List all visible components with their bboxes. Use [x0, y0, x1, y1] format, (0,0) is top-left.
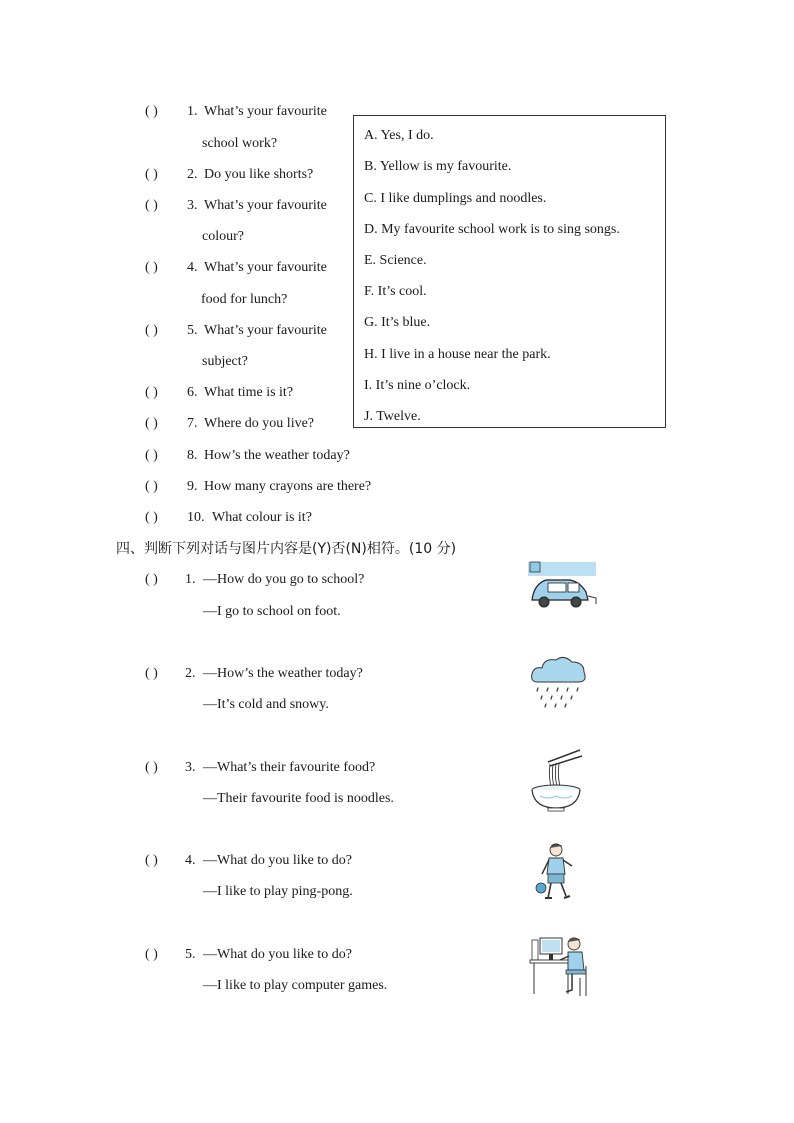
option-h: H. I live in a house near the park. [364, 347, 551, 362]
item-number: 2. [185, 666, 196, 681]
dialogue-question: —How’s the weather today? [203, 666, 363, 681]
answer-paren[interactable]: ( ) [145, 260, 158, 275]
question-number: 5. [187, 323, 198, 338]
question-text: Do you like shorts? [204, 167, 314, 182]
rain-cloud-icon [528, 654, 588, 710]
option-f: F. It’s cool. [364, 284, 427, 299]
answer-paren[interactable]: ( ) [145, 853, 158, 868]
question-number: 7. [187, 416, 198, 431]
car-icon [526, 560, 598, 612]
question-number: 4. [187, 260, 198, 275]
dialogue-answer: —Their favourite food is noodles. [203, 791, 394, 806]
option-e: E. Science. [364, 253, 427, 268]
dialogue-answer: —I like to play computer games. [203, 978, 388, 993]
question-number: 9. [187, 479, 198, 494]
question-text: What colour is it? [212, 510, 312, 525]
item-number: 1. [185, 572, 196, 587]
answer-paren[interactable]: ( ) [145, 416, 158, 431]
question-number: 10. [187, 510, 205, 525]
option-a: A. Yes, I do. [364, 128, 434, 143]
question-text-cont: food for lunch? [201, 292, 288, 307]
option-g: G. It’s blue. [364, 315, 431, 330]
question-number: 8. [187, 448, 198, 463]
question-number: 1. [187, 104, 198, 119]
answer-paren[interactable]: ( ) [145, 167, 158, 182]
question-text-cont: subject? [202, 354, 248, 369]
question-text: How’s the weather today? [204, 448, 350, 463]
answer-paren[interactable]: ( ) [145, 104, 158, 119]
question-text: What time is it? [204, 385, 294, 400]
answer-paren[interactable]: ( ) [145, 448, 158, 463]
answer-paren[interactable]: ( ) [145, 572, 158, 587]
item-number: 3. [185, 760, 196, 775]
answer-paren[interactable]: ( ) [145, 323, 158, 338]
option-d: D. My favourite school work is to sing songs. [364, 222, 620, 237]
dialogue-question: —What do you like to do? [203, 853, 352, 868]
question-text: What’s your favourite [204, 198, 327, 213]
answer-paren[interactable]: ( ) [145, 947, 158, 962]
item-number: 5. [185, 947, 196, 962]
dialogue-question: —How do you go to school? [203, 572, 365, 587]
item-number: 4. [185, 853, 196, 868]
dialogue-question: —What do you like to do? [203, 947, 352, 962]
answer-paren[interactable]: ( ) [145, 510, 158, 525]
answer-paren[interactable]: ( ) [145, 760, 158, 775]
dialogue-answer: —I like to play ping-pong. [203, 884, 353, 899]
question-text: What’s your favourite [204, 104, 327, 119]
question-text: How many crayons are there? [204, 479, 372, 494]
option-j: J. Twelve. [364, 409, 421, 424]
options-box [353, 115, 666, 428]
answer-paren[interactable]: ( ) [145, 666, 158, 681]
noodles-icon [528, 748, 586, 814]
answer-paren[interactable]: ( ) [145, 198, 158, 213]
basketball-boy-icon [532, 840, 578, 908]
question-text-cont: colour? [202, 229, 244, 244]
section-4-title: 四、判断下列对话与图片内容是(Y)否(N)相符。(10 分) [116, 541, 457, 557]
question-number: 6. [187, 385, 198, 400]
answer-paren[interactable]: ( ) [145, 479, 158, 494]
option-i: I. It’s nine o’clock. [364, 378, 471, 393]
dialogue-answer: —It’s cold and snowy. [203, 697, 329, 712]
computer-boy-icon [528, 934, 590, 998]
question-text-cont: school work? [202, 136, 278, 151]
question-number: 2. [187, 167, 198, 182]
answer-paren[interactable]: ( ) [145, 385, 158, 400]
question-number: 3. [187, 198, 198, 213]
option-c: C. I like dumplings and noodles. [364, 191, 547, 206]
question-text: What’s your favourite [204, 323, 327, 338]
question-text: What’s your favourite [204, 260, 327, 275]
question-text: Where do you live? [204, 416, 315, 431]
dialogue-answer: —I go to school on foot. [203, 604, 341, 619]
option-b: B. Yellow is my favourite. [364, 159, 512, 174]
dialogue-question: —What’s their favourite food? [203, 760, 376, 775]
